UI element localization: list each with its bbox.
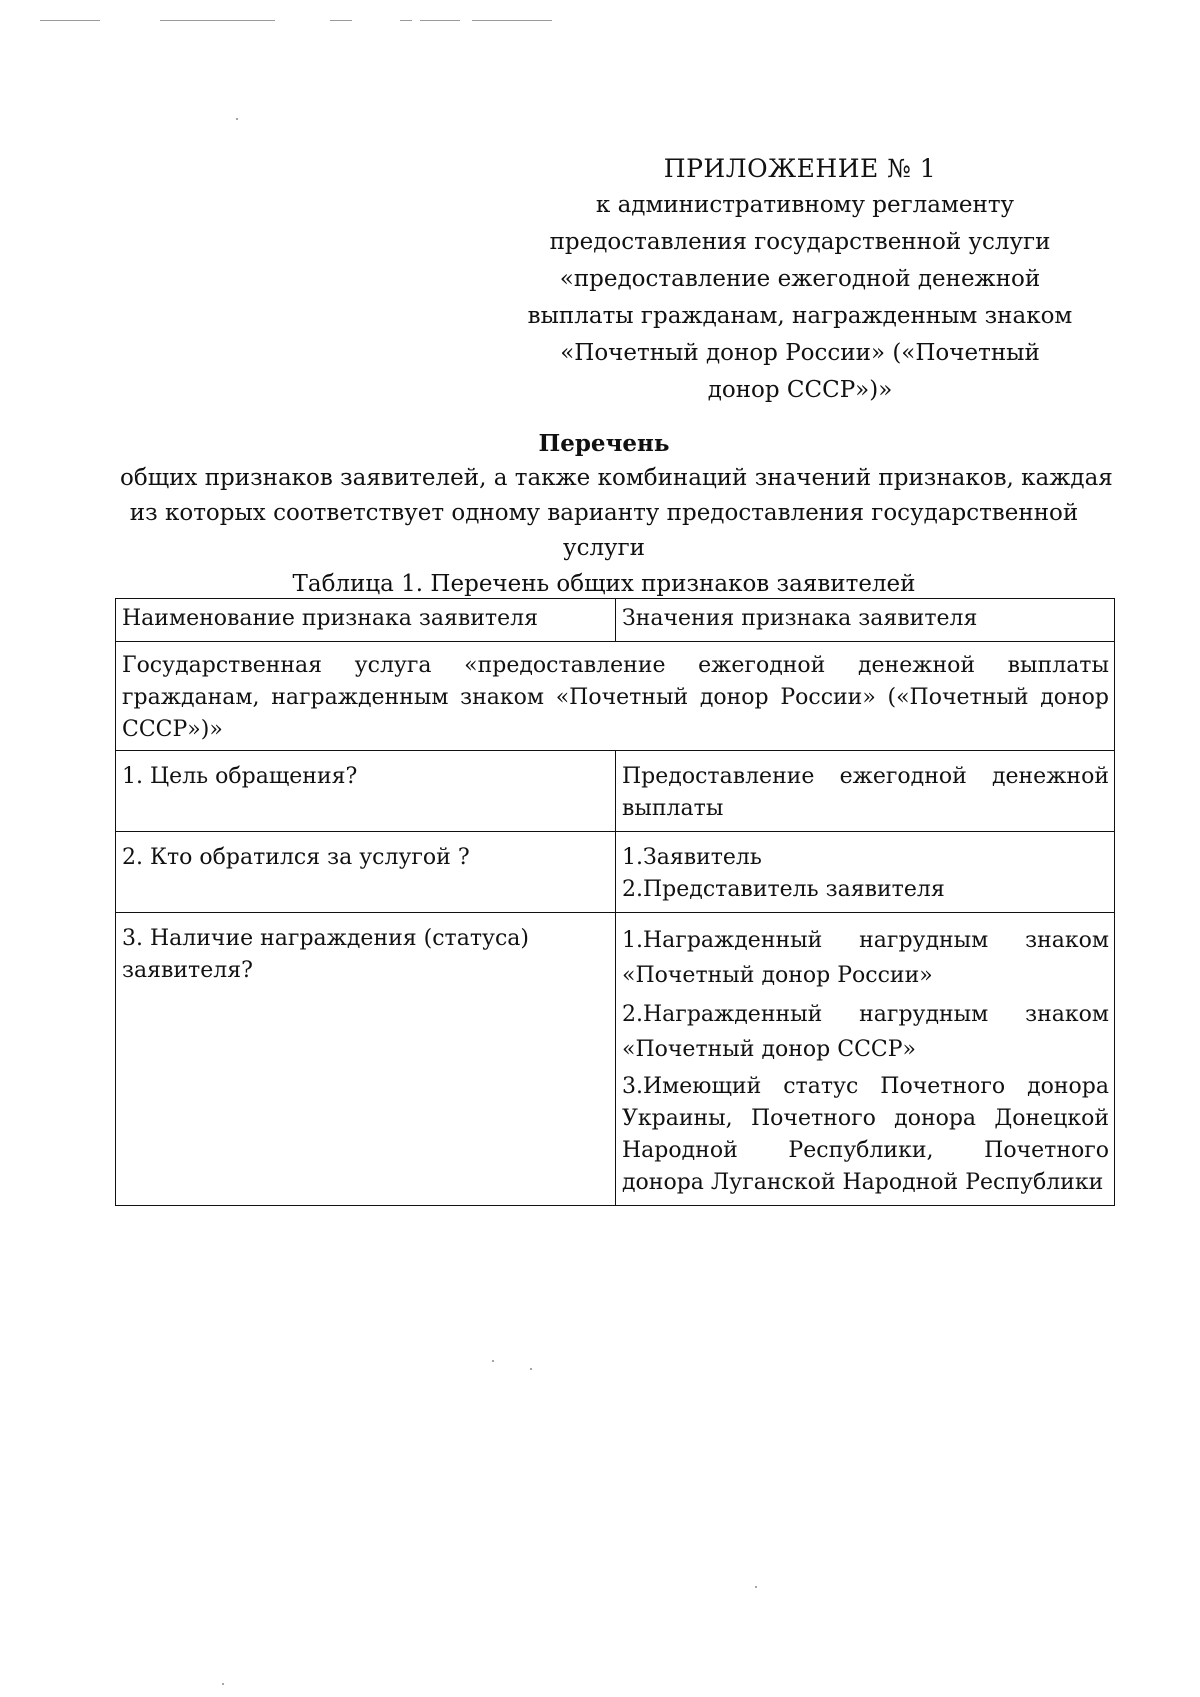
heading-line: услуги: [563, 535, 645, 561]
appendix-line: «предоставление ежегодной денежной: [559, 266, 1041, 292]
scan-speck: [755, 1586, 757, 1588]
table-header-row: [116, 599, 1115, 642]
scan-speck: [222, 1683, 224, 1685]
value-cell: [616, 913, 1115, 1206]
value-cell: Предоставление ежегодной денежной выплаты: [616, 751, 1115, 832]
scan-artifact: [472, 20, 552, 21]
table-row: [116, 832, 1115, 913]
heading-title: Перечень: [538, 430, 670, 457]
appendix-line: «Почетный донор России» («Почетный: [560, 340, 1040, 366]
value-item: 3.Имеющий статус Почетного донора Украины, Почетного донора Донецкой Народной Республики, Почетного донора Луганской Народной Республики: [622, 1074, 1109, 1195]
appendix-line: к административному регламенту: [595, 192, 1015, 218]
value-item: 1.Заявитель: [622, 845, 762, 870]
header-cell-criterion: Наименование признака заявителя: [116, 599, 616, 642]
appendix-line: предоставления государственной услуги: [549, 229, 1051, 255]
scan-speck: [492, 1360, 494, 1362]
scan-speck: [236, 118, 238, 120]
table-caption: Таблица 1. Перечень общих признаков заявителей: [292, 571, 916, 597]
scan-artifact: [400, 20, 412, 21]
appendix-header: [500, 150, 1100, 409]
criterion-cell: 2. Кто обратился за услугой ?: [116, 832, 616, 913]
appendix-line: донор СССР»)»: [707, 377, 893, 403]
value-cell: [616, 832, 1115, 913]
scan-artifact: [40, 20, 100, 21]
criterion-cell: 1. Цель обращения?: [116, 751, 616, 832]
scan-artifact: [330, 20, 352, 21]
heading-line: из которых соответствует одному варианту предоставления государственной: [129, 500, 1079, 526]
appendix-line: выплаты гражданам, награжденным знаком: [527, 303, 1073, 329]
criteria-table: [115, 598, 1115, 1206]
table-row: [116, 913, 1115, 1206]
table-row: [116, 751, 1115, 832]
criterion-cell: 3. Наличие награждения (статуса) заявителя?: [116, 913, 616, 1206]
heading-line: общих признаков заявителей, а также комбинаций значений признаков, каждая: [120, 465, 1113, 491]
value-item: 1.Награжденный нагрудным знаком «Почетный донор России»: [622, 928, 1109, 988]
value-item: 2.Представитель заявителя: [622, 877, 945, 902]
appendix-title: ПРИЛОЖЕНИЕ № 1: [663, 154, 937, 183]
document-heading: [120, 426, 1113, 566]
header-cell-values: Значения признака заявителя: [616, 599, 1115, 642]
value-item: 2.Награжденный нагрудным знаком «Почетный донор СССР»: [622, 1002, 1109, 1062]
service-row: [116, 642, 1115, 751]
service-cell: Государственная услуга «предоставление ежегодной денежной выплаты гражданам, награжденным знаком «Почетный донор России» («Почетный донор СССР»)»: [116, 642, 1115, 751]
scan-artifact: [160, 20, 275, 21]
scan-artifact: [420, 20, 460, 21]
scan-speck: [530, 1368, 532, 1370]
